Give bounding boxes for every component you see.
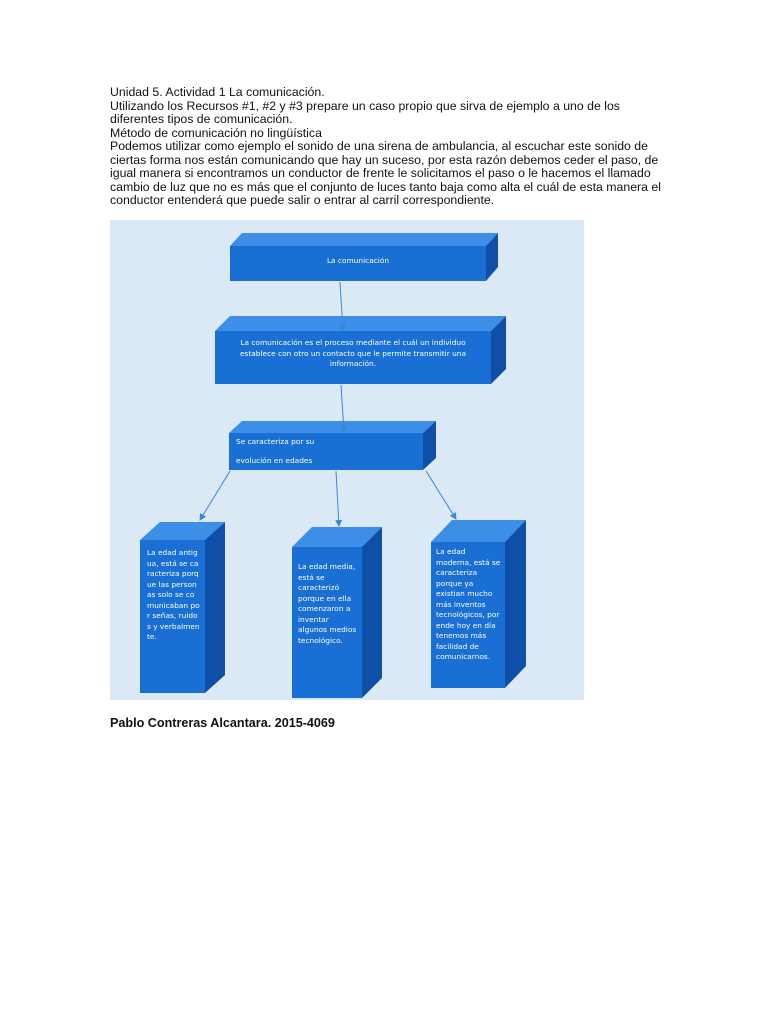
box-media-label: La edad media, está se caracterizó porque en ella comenzaron a inventar algunos medios tecnológico. bbox=[298, 562, 357, 645]
document-text bbox=[110, 86, 670, 208]
activity-instructions: Utilizando los Recursos #1, #2 y #3 prepare un caso propio que sirva de ejemplo a uno de los diferentes tipos de comunicación. bbox=[110, 98, 620, 126]
box-evolution-label-1: Se caracteriza por su bbox=[236, 437, 315, 446]
box-evolution-label-2: evolución en edades bbox=[236, 456, 313, 465]
activity-title: Unidad 5. Actividad 1 La comunicación. bbox=[110, 85, 325, 99]
example-paragraph: Podemos utilizar como ejemplo el sonido de una sirena de ambulancia, al escuchar este sonido de ciertas forma nos están comunicando que hay un suceso, por esta razón debemos ceder el paso, de igual manera si encontramos un conductor de frente le solicitamos el paso o le hacemos el llamado cambio de luz que no es más que el conjunto de luces tanto baja como alta el cuál de esta manera el conductor entenderá que puede salir o entrar al carril correspondiente. bbox=[110, 139, 661, 207]
method-heading: Método de comunicación no lingüística bbox=[110, 125, 322, 140]
box-definition-label: La comunicación es el proceso mediante el cuál un individuo establece con otro un contacto que le permite transmitir una información. bbox=[239, 338, 466, 368]
box-la-comunicacion-label: La comunicación bbox=[326, 256, 390, 265]
communication-diagram bbox=[110, 220, 584, 700]
author-signature: Pablo Contreras Alcantara. 2015-4069 bbox=[110, 716, 335, 730]
box-moderna-label: La edad moderna, está se caracteriza porque ya existian mucho más inventos tecnológicos, por ende hoy en día tenemos más facilidad de comunicarnos. bbox=[436, 547, 501, 661]
box-antigua-label: La edad antigua, está se caracteriza porque las personas solo se comunicaban por señas, ruidos y verbalmente. bbox=[147, 548, 200, 641]
